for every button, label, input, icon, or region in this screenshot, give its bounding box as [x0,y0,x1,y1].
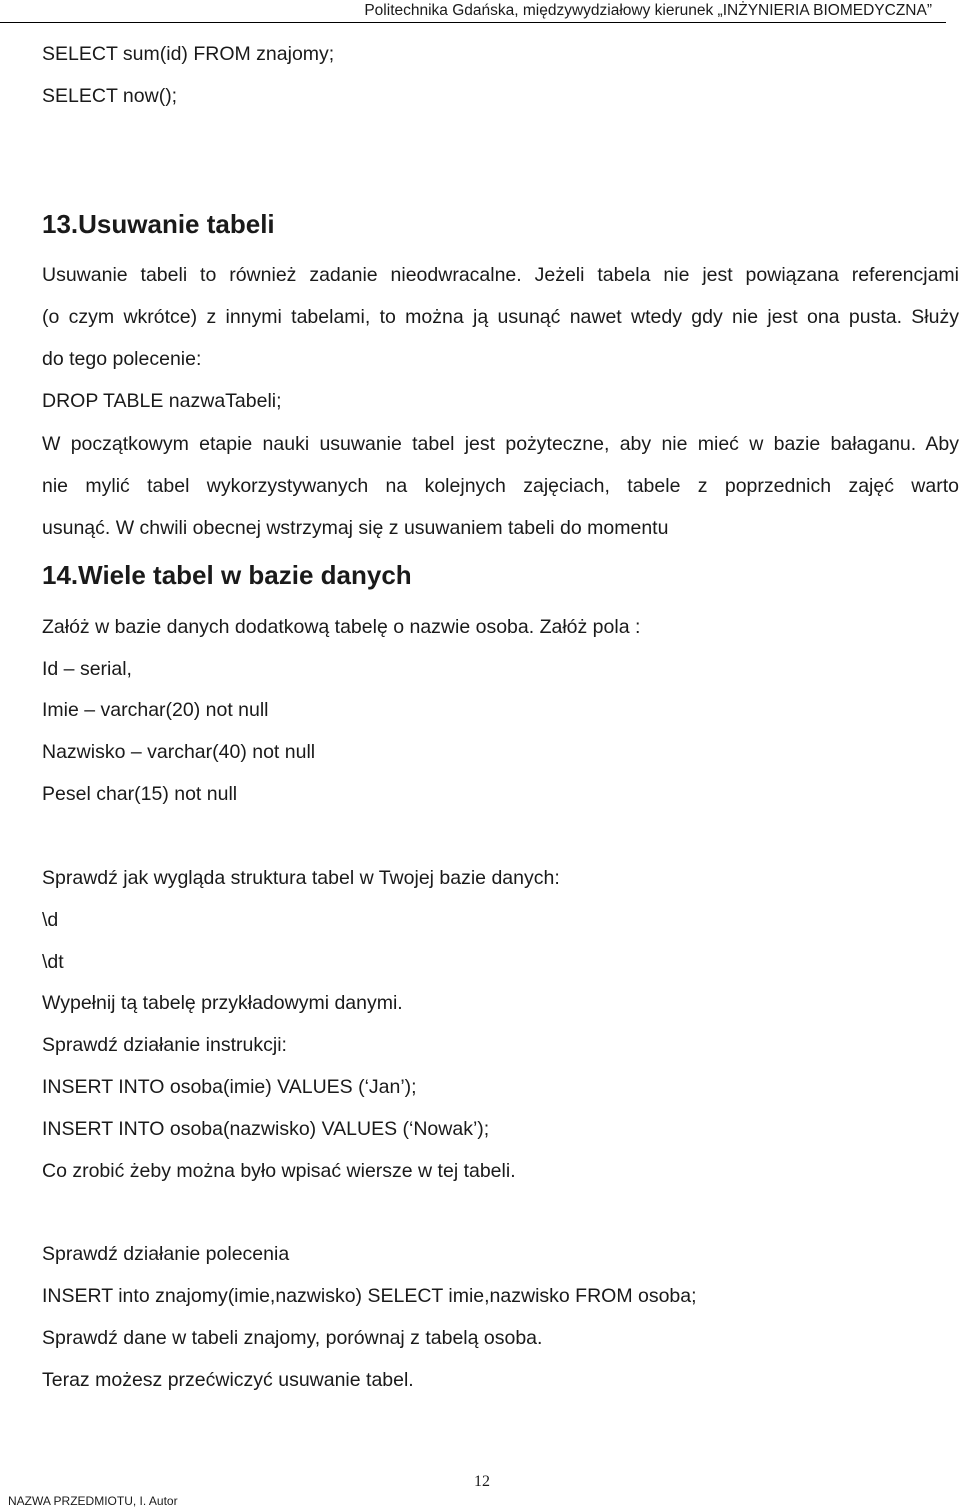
psql-command: \dt [42,951,64,973]
page-header [0,0,946,23]
section-14-line: Sprawdź jak wygląda struktura tabel w Twojej bazie danych: [42,867,560,889]
sql-insert-line: INSERT INTO osoba(imie) VALUES (‘Jan’); [42,1076,417,1098]
field-definition: Imie – varchar(20) not null [42,699,269,721]
section-13-heading: 13.Usuwanie tabeli [42,209,275,239]
section-13-paragraph-line: (o czym wkrótce) z innymi tabelami, to można ją usunąć nawet wtedy gdy nie jest ona pusta. Służy [42,306,959,328]
header-text: Politechnika Gdańska, międzywydziałowy kierunek „INŻYNIERIA BIOMEDYCZNA” [364,2,932,19]
field-definition: Id – serial, [42,658,132,680]
section-14-line: Sprawdź działanie instrukcji: [42,1034,287,1056]
section-14-line: Co zrobić żeby można było wpisać wiersze w tej tabeli. [42,1160,516,1182]
section-14-line: Teraz możesz przećwiczyć usuwanie tabel. [42,1369,414,1391]
sql-line-now: SELECT now(); [42,85,178,107]
section-14-heading: 14.Wiele tabel w bazie danych [42,560,412,590]
section-13-paragraph-line: do tego polecenie: [42,348,202,370]
sql-insert-line: INSERT INTO osoba(nazwisko) VALUES (‘Nowak’); [42,1118,490,1140]
section-13-paragraph-line: W początkowym etapie nauki usuwanie tabel jest pożyteczne, aby nie mieć w bazie bałaganu. Aby [42,433,959,455]
section-14-line: Sprawdź działanie polecenia [42,1243,290,1265]
section-13-paragraph-line: nie mylić tabel wykorzystywanych na kolejnych zajęciach, tabele z poprzednich zajęć warto [42,475,959,497]
sql-line-sum: SELECT sum(id) FROM znajomy; [42,43,335,65]
section-13-paragraph-line: usunąć. W chwili obecnej wstrzymaj się z usuwaniem tabeli do momentu [42,517,669,539]
footer-text: NAZWA PRZEDMIOTU, I. Autor [8,1494,178,1508]
psql-command: \d [42,909,59,931]
section-14-line: Sprawdź dane w tabeli znajomy, porównaj z tabelą osoba. [42,1327,543,1349]
field-definition: Nazwisko – varchar(40) not null [42,741,316,763]
field-definition: Pesel char(15) not null [42,783,238,805]
page-number: 12 [474,1473,490,1490]
section-14-line: Wypełnij tą tabelę przykładowymi danymi. [42,992,403,1014]
section-13-paragraph-line: Usuwanie tabeli to również zadanie nieodwracalne. Jeżeli tabela nie jest powiązana referencjami [42,264,959,286]
section-14-line: Załóż w bazie danych dodatkową tabelę o nazwie osoba. Załóż pola : [42,616,641,638]
drop-table-command: DROP TABLE nazwaTabeli; [42,390,282,412]
sql-insert-select-line: INSERT into znajomy(imie,nazwisko) SELECT imie,nazwisko FROM osoba; [42,1285,697,1307]
